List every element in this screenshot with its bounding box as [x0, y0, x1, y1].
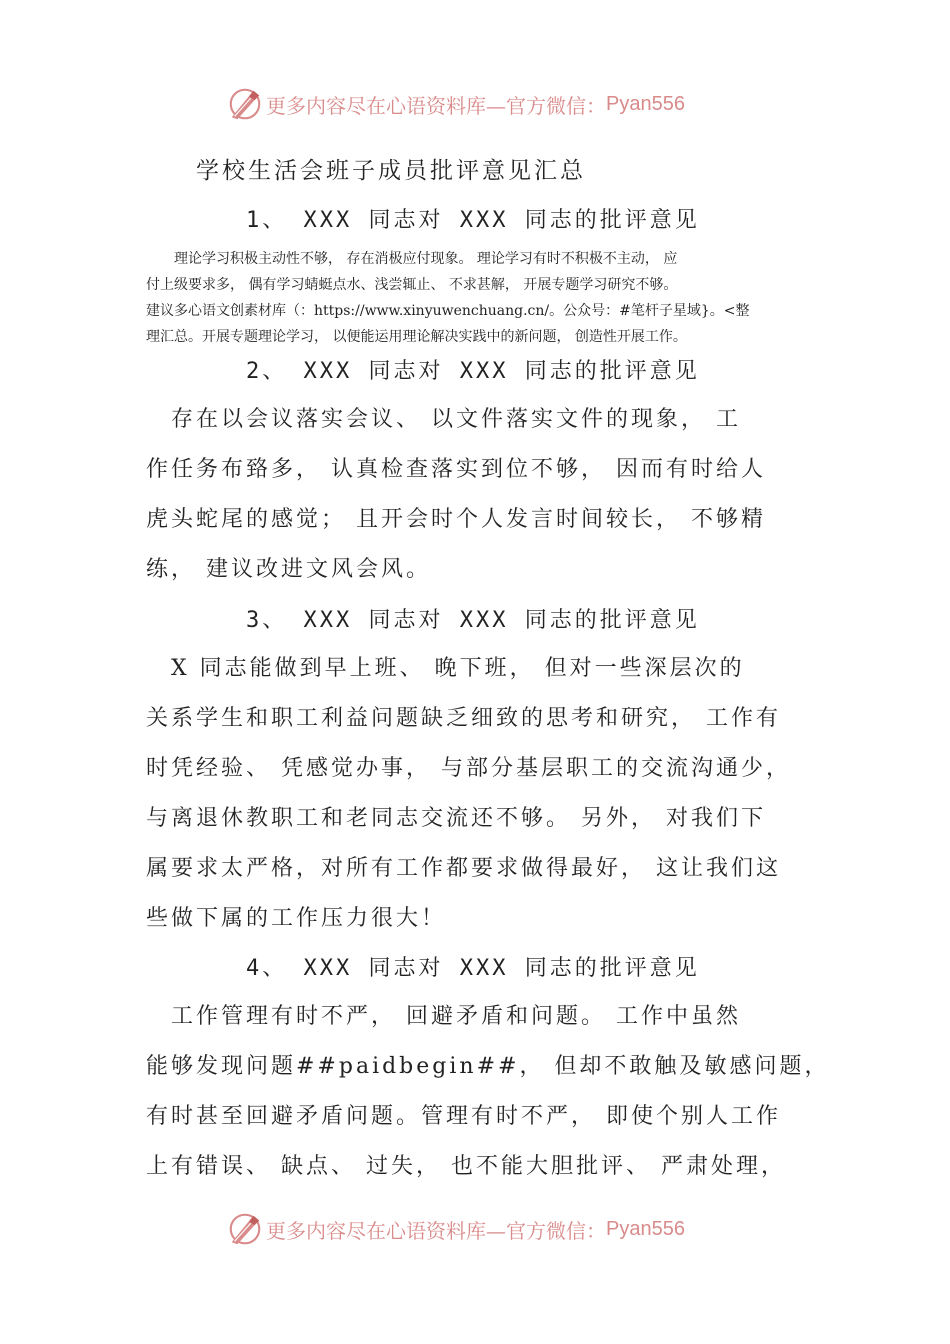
banner-wechat-id: Pyan556 [606, 92, 685, 115]
pen-nib-circle-icon [226, 1210, 264, 1248]
body-line: 关系学生和职工利益问题缺乏细致的思考和研究， 工作有 [146, 706, 781, 731]
body-line: 作任务布臵多， 认真检查落实到位不够， 因而有时给人 [146, 457, 766, 482]
pen-nib-circle-icon [226, 85, 264, 123]
banner-text: 更多内容尽在心语资料库—官方微信： [266, 1218, 606, 1243]
body-line: 与离退休教职工和老同志交流还不够。 另外， 对我们下 [146, 806, 766, 831]
body-line: 属要求太严格，对所有工作都要求做得最好， 这让我们这 [146, 856, 781, 881]
banner-wechat-id: Pyan556 [606, 1217, 685, 1240]
body-line: 有时甚至回避矛盾问题。管理有时不严， 即使个别人工作 [146, 1104, 781, 1129]
body-line: 建议多心语文创素材库（：https://www.xinyuwenchuang.cn/。公众号：#笔杆子星域}。<整 [146, 303, 750, 319]
body-line: 些做下属的工作压力很大！ [146, 906, 447, 931]
body-line: 时凭经验、 凭感觉办事， 与部分基层职工的交流沟通少， [146, 756, 791, 781]
body-line: 练， 建议改进文风会风。 [146, 557, 431, 582]
banner-text: 更多内容尽在心语资料库—官方微信： [266, 93, 606, 118]
body-line: 付上级要求多， 偶有学习蜻蜓点水、浅尝辄止、 不求甚解， 开展专题学习研究不够。 [146, 277, 678, 293]
section-2-body [146, 395, 826, 595]
body-line: X 同志能做到早上班、 晚下班， 但对一些深层次的 [146, 656, 745, 681]
section-3-heading: 3、 XXX 同志对 XXX 同志的批评意见 [246, 608, 700, 633]
section-4-heading: 4、 XXX 同志对 XXX 同志的批评意见 [246, 956, 700, 981]
section-1-body [146, 246, 810, 350]
body-line: 上有错误、 缺点、 过失， 也不能大胆批评、 严肃处理， [146, 1154, 786, 1179]
header-banner [226, 84, 685, 124]
body-line: 能够发现问题##paidbegin##， 但却不敢触及敏感问题， [146, 1054, 830, 1079]
body-line: 虎头蛇尾的感觉； 且开会时个人发言时间较长， 不够精 [146, 507, 766, 532]
section-4-body [146, 992, 830, 1192]
document-title: 学校生活会班子成员批评意见汇总 [196, 158, 586, 184]
body-line: 理汇总。开展专题理论学习， 以便能运用理论解决实践中的新问题， 创造性开展工作。 [146, 329, 687, 345]
section-1-heading: 1、 XXX 同志对 XXX 同志的批评意见 [246, 208, 700, 233]
body-line: 理论学习积极主动性不够， 存在消极应付现象。 理论学习有时不积极不主动， 应 [146, 251, 678, 267]
body-line: 存在以会议落实会议、 以文件落实文件的现象， 工 [146, 407, 741, 432]
footer-banner [226, 1209, 685, 1249]
body-line: 工作管理有时不严， 回避矛盾和问题。 工作中虽然 [146, 1004, 741, 1029]
section-2-heading: 2、 XXX 同志对 XXX 同志的批评意见 [246, 359, 700, 384]
section-3-body [146, 644, 826, 944]
